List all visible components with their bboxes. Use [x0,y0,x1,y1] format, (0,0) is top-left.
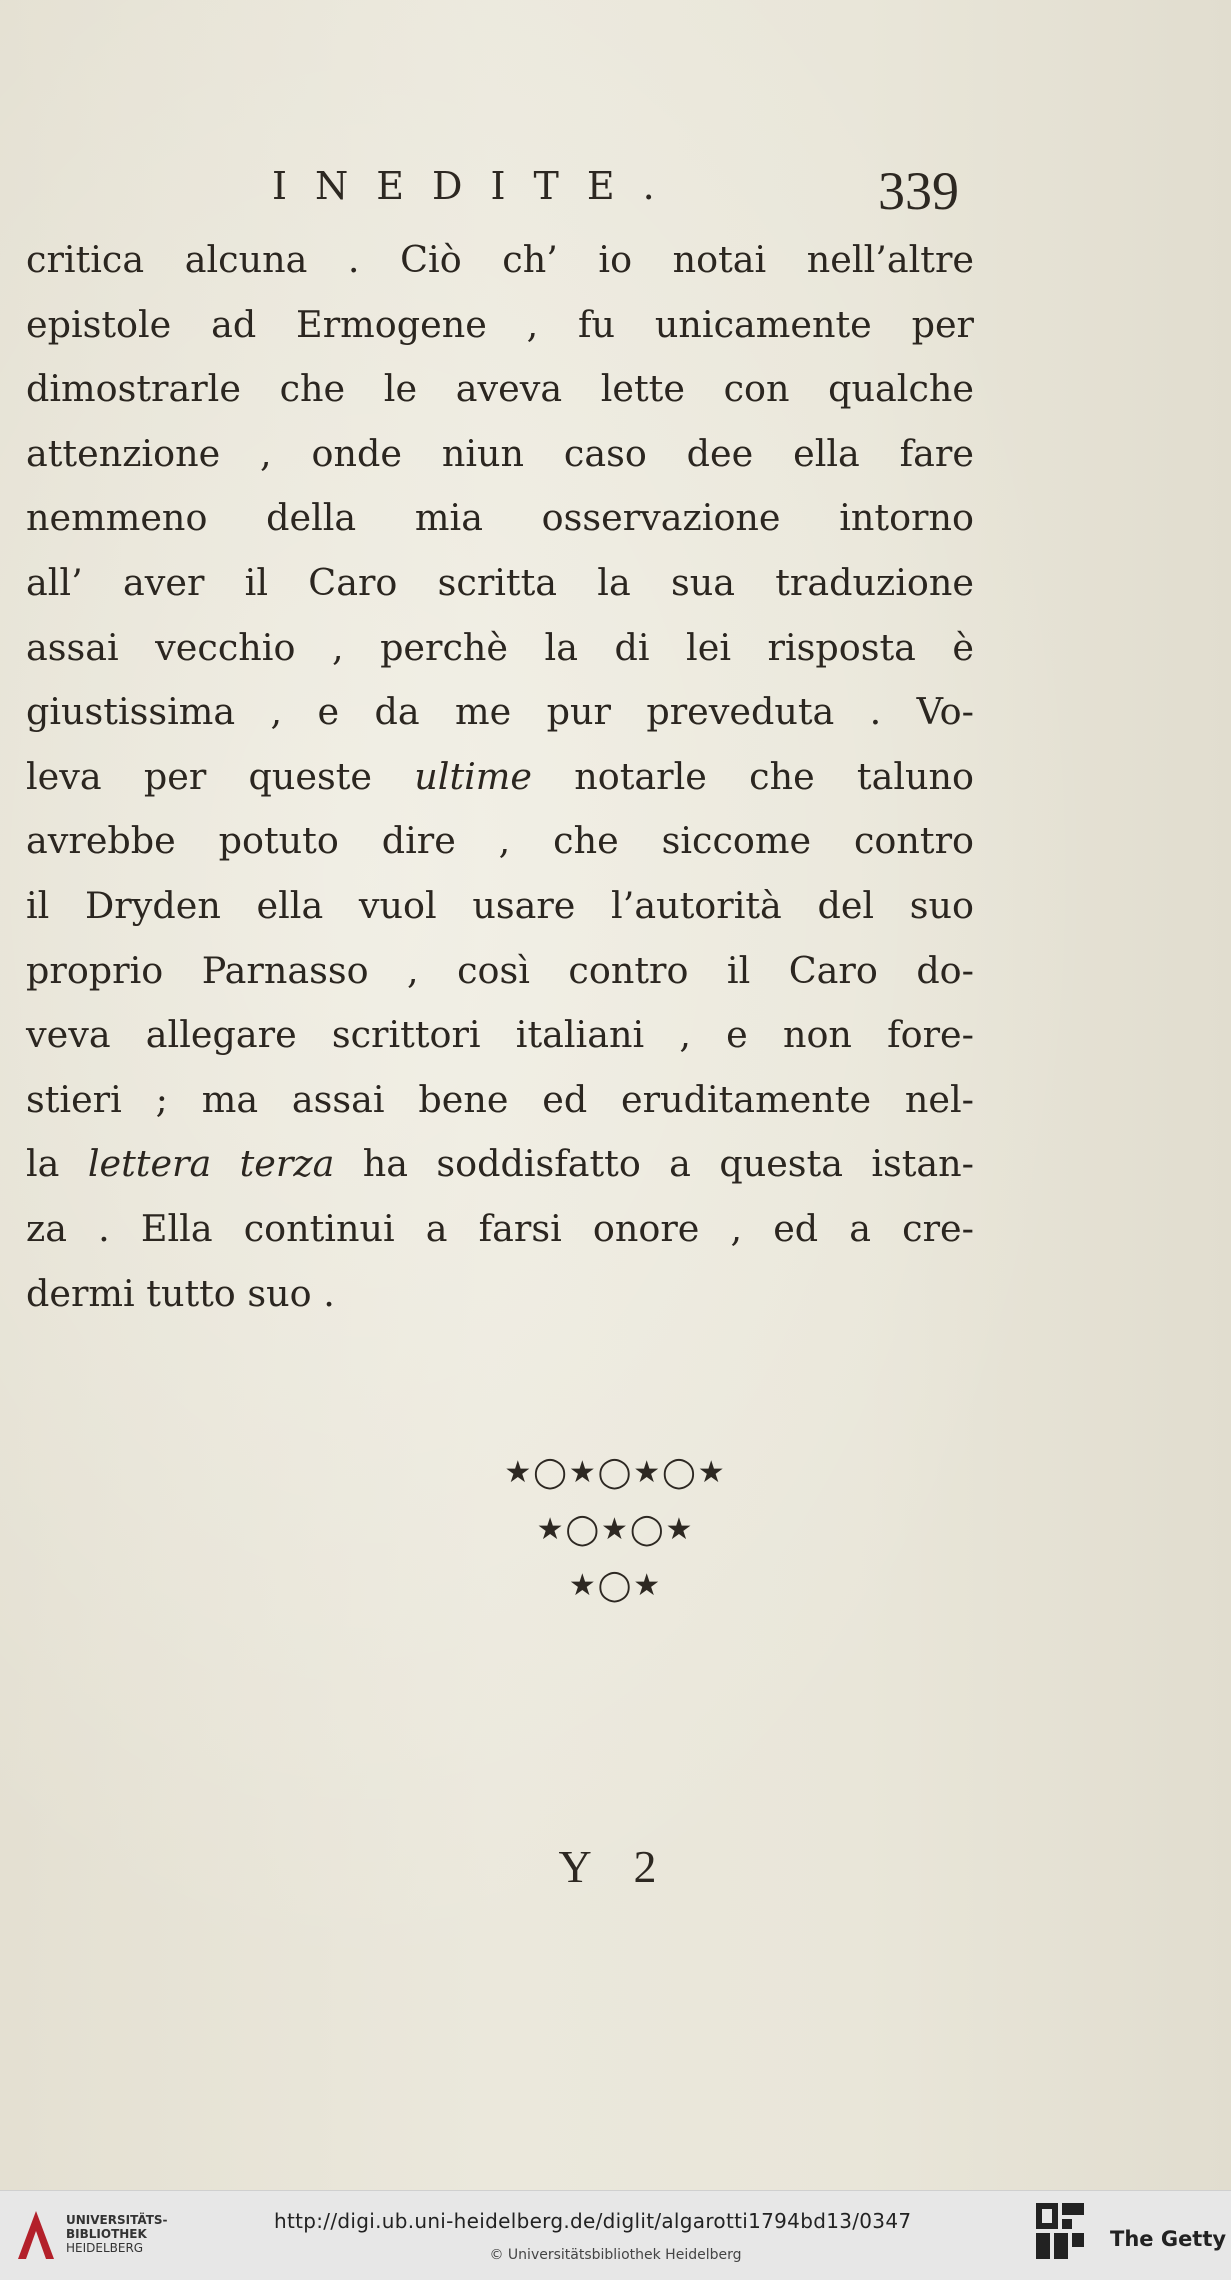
text-line: veva allegare scrittori italiani , e non fore- [26,1013,974,1057]
page-number: 339 [878,161,959,221]
text-segment: leva per queste [26,754,373,798]
text-segment: ha soddisfatto a questa istan- [362,1142,975,1186]
body-text [26,228,974,1326]
text-line: epistole ad Ermogene , fu unicamente per [26,302,974,346]
text-line: nemmeno della mia osservazione intorno [26,496,974,540]
library-name-line: UNIVERSITÄTS- [66,2213,168,2227]
text-line: critica alcuna . Ciò ch’ io notai nell’altre [26,238,974,281]
signature-mark: Y 2 [558,1841,673,1892]
footer-bar [0,2190,1231,2280]
italic-phrase: lettera terza [87,1142,335,1186]
ornament-row: ★◯★ [568,1568,663,1603]
library-name-line: HEIDELBERG [66,2241,144,2255]
text-line: za . Ella continui a farsi onore , ed a cre- [26,1206,974,1250]
text-segment: la [26,1142,60,1186]
library-name-line: BIBLIOTHEK [66,2227,147,2241]
text-line: avrebbe potuto dire , che siccome contro [26,819,974,863]
text-segment: notarle che taluno [574,754,975,798]
text-line-with-italic [26,1132,974,1197]
text-line: stieri ; ma assai bene ed eruditamente nel- [26,1077,974,1121]
text-line: assai vecchio , perchè la di lei risposta è [26,625,974,669]
ornament-row: ★◯★◯★ [536,1512,695,1547]
text-line: attenzione , onde niun caso dee ella fare [26,431,974,475]
text-line: dermi tutto suo . [26,1271,335,1315]
permalink-url[interactable]: http://digi.ub.uni-heidelberg.de/diglit/algarotti1794bd13/0347 [274,2209,912,2233]
text-line: il Dryden ella vuol usare l’autorità del suo [26,883,974,927]
text-line: giustissima , e da me pur preveduta . Vo- [26,690,974,734]
page-header [0,160,1231,230]
text-line: dimostrarle che le aveva lette con qualche [26,367,974,411]
ornament-row: ★◯★◯★◯★ [504,1455,727,1490]
text-line-with-italic [26,745,974,810]
copyright-notice: © Universitätsbibliothek Heidelberg [489,2247,742,2263]
running-head: INEDITE. [272,164,683,208]
italic-word: ultime [414,754,533,798]
text-line: all’ aver il Caro scritta la sua traduzione [26,560,974,604]
getty-logo-icon [1034,2201,1086,2263]
getty-label: The Getty [1110,2227,1227,2251]
text-line: proprio Parnasso , così contro il Caro do- [26,948,974,992]
